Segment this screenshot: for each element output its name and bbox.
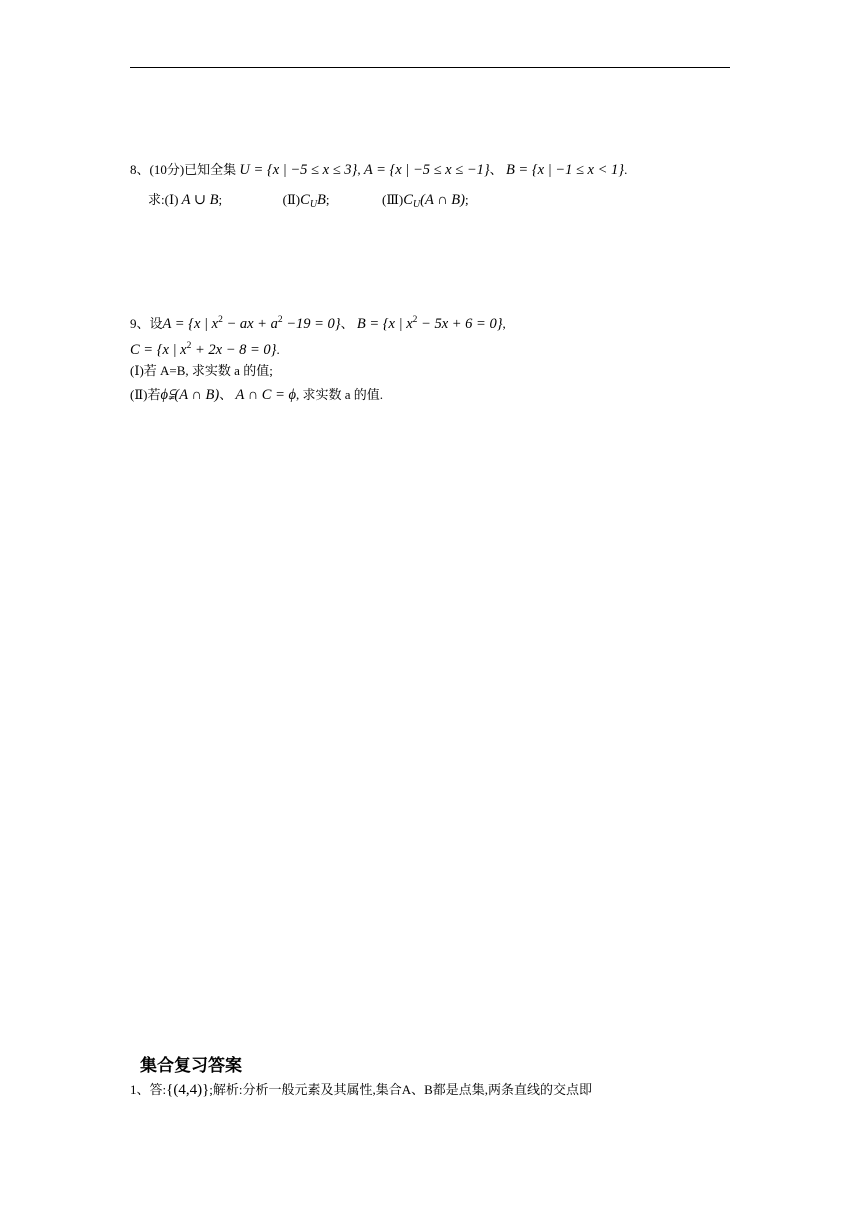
- q9-statement-line1: [130, 310, 506, 334]
- q8-part2-u: U: [309, 199, 318, 210]
- q8-end: .: [624, 162, 628, 177]
- q8-set-u: U = {x | −5 ≤ x ≤ 3}: [239, 162, 358, 178]
- q9-prefix: 9、设: [130, 316, 163, 331]
- q9-sep1: 、: [340, 316, 354, 331]
- q9-sep2: ,: [502, 316, 506, 331]
- q9-b-pre: B = {x | x: [356, 316, 413, 332]
- q8-sep1: ,: [357, 162, 361, 177]
- q8-part3-rest: (A ∩ B): [420, 192, 465, 208]
- q8-part1-math: A ∪ B: [181, 192, 219, 208]
- answer-1-math: {(4,4)}: [166, 1082, 210, 1098]
- answers-heading: 集合复习答案: [140, 1056, 242, 1076]
- q9-c-sq: 2: [186, 341, 192, 351]
- q8-set-a: A = {x | −5 ≤ x ≤ −1}: [363, 162, 490, 178]
- q9-part2-math2: A ∩ C = ϕ: [235, 387, 297, 403]
- q9-c-pre: C = {x | x: [130, 342, 187, 358]
- q9-a-sq1: 2: [218, 315, 223, 325]
- q8-part2-c: C: [300, 192, 310, 208]
- q8-part3-label: (Ⅲ): [382, 192, 404, 207]
- header-rule: [130, 67, 730, 68]
- q8-semi1: ;: [218, 192, 223, 207]
- answer-1-pre: 1、答:: [130, 1082, 167, 1097]
- q8-part3-c: C: [403, 192, 413, 208]
- q9-part1: [130, 361, 273, 381]
- q8-part3-math: [403, 192, 465, 210]
- q8-prefix: 8、(10分)已知全集: [130, 162, 237, 177]
- q9-set-a: [163, 316, 341, 332]
- q9-c-post: + 2x − 8 = 0}: [191, 342, 277, 358]
- q9-set-b: [357, 316, 503, 332]
- q9-end: .: [276, 342, 280, 357]
- q8-semi3: ;: [464, 192, 469, 207]
- q8-part2-b: B: [317, 192, 326, 208]
- q8-parts: [148, 190, 469, 215]
- q8-semi2: ;: [325, 192, 330, 207]
- q8-sep2: 、: [489, 162, 503, 177]
- q8-part2-math: [300, 192, 326, 210]
- q8-statement: [130, 160, 627, 180]
- q9-part2-math1: ϕ⫋(A ∩ B): [160, 387, 220, 403]
- q8-part2-label: (Ⅱ): [282, 192, 301, 207]
- q9-a-sq2: 2: [277, 315, 283, 325]
- q9-part2-post: , 求实数 a 的值.: [296, 387, 384, 402]
- q9-a-pre: A = {x | x: [162, 316, 219, 332]
- q9-a-mid: − ax + a: [222, 316, 278, 332]
- q9-part2: [130, 385, 383, 405]
- q9-part2-sep: 、: [219, 387, 233, 402]
- q8-part3-u: U: [412, 199, 421, 210]
- q9-a-post: −19 = 0}: [282, 316, 341, 332]
- q8-set-b: B = {x | −1 ≤ x < 1}: [505, 162, 625, 178]
- q9-part2-pre: (Ⅱ)若: [130, 387, 161, 402]
- q9-b-sq: 2: [412, 315, 418, 325]
- answer-1-post: ;解析:分析一般元素及其属性,集合A、B都是点集,两条直线的交点即: [209, 1082, 593, 1097]
- q9-statement-line2: [130, 336, 280, 360]
- q9-b-post: − 5x + 6 = 0}: [417, 316, 503, 332]
- q8-ask: 求:(Ⅰ): [148, 192, 179, 207]
- answer-1: [130, 1080, 592, 1100]
- q9-set-c: [130, 342, 276, 358]
- q9-part1-text: (Ⅰ)若 A=B, 求实数 a 的值;: [130, 363, 273, 378]
